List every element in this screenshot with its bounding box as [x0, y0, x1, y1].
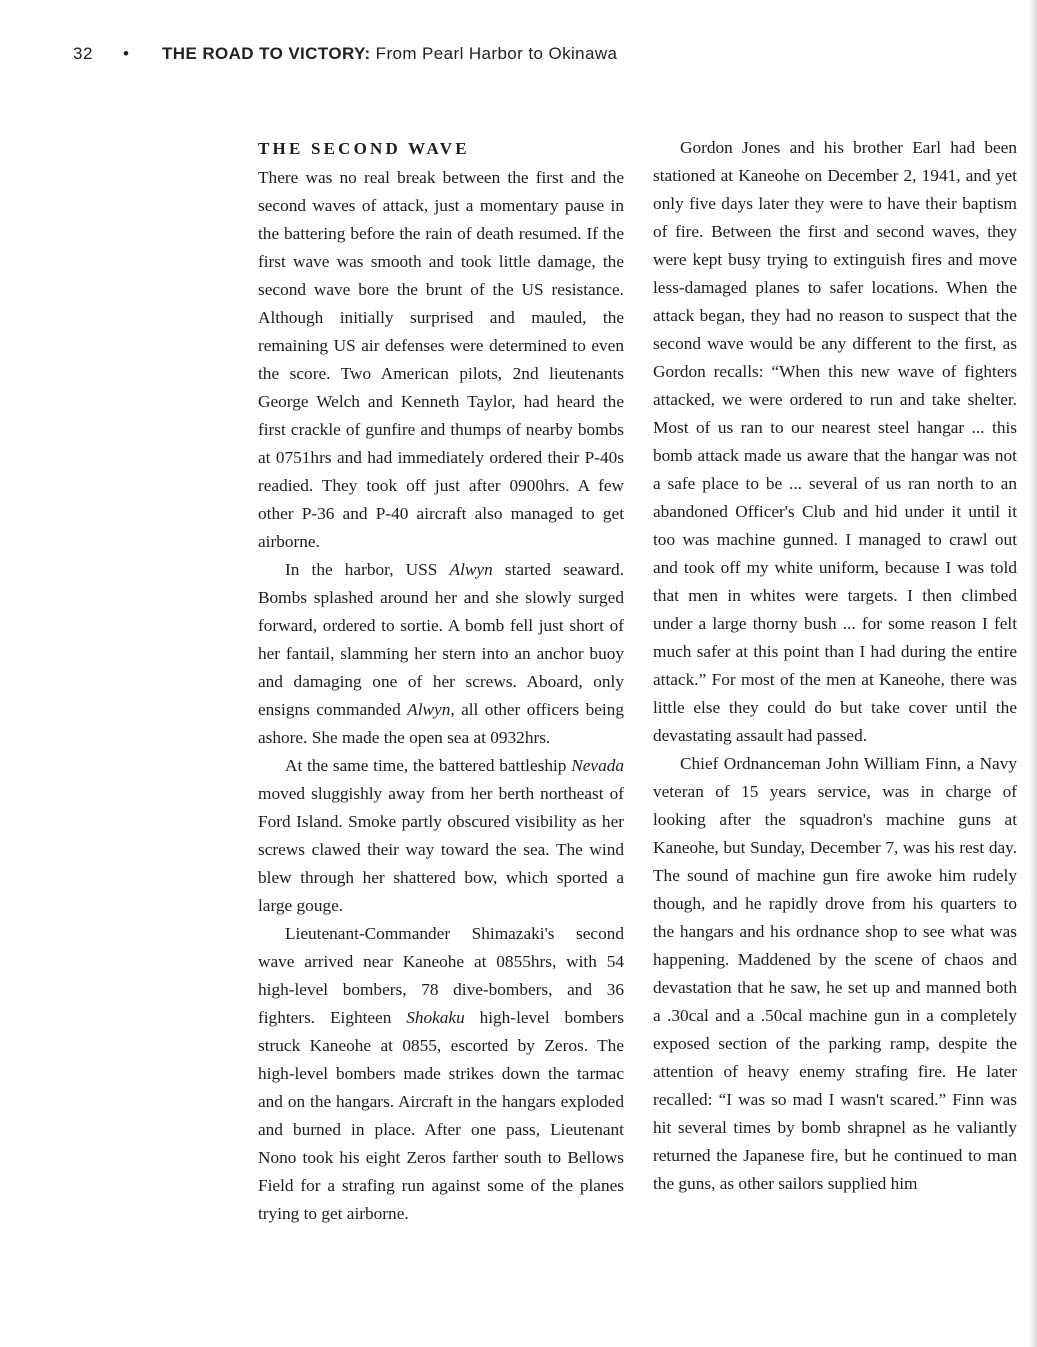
header-bullet: •	[123, 44, 129, 63]
running-head	[162, 44, 617, 64]
ship-name: Alwyn	[407, 700, 451, 719]
right-column	[653, 134, 1017, 1198]
text-run: In the harbor, USS	[285, 560, 450, 579]
paragraph: Gordon Jones and his brother Earl had been stationed at Kaneohe on December 2, 1941, and yet only five days later they were to have their baptism of fire. Between the first and second waves, they were kept busy trying to extinguish fires and move less-damaged planes to safer locations. When the attack began, they had no reason to suspect that the second wave would be any different to the first, as Gordon recalls: “When this new wave of fighters attacked, we were ordered to run and take shelter. Most of us ran to our nearest steel hangar ... this bomb attack made us aware that the hangar was not a safe place to be ... several of us ran north to an abandoned Officer's Club and hid under it until it too was machine gunned. I managed to crawl out and took off my white uniform, because I was told that men in whites were targets. I then climbed under a large thorny bush ... for some reason I felt much safer at this point than I had during the entire attack.” For most of the men at Kaneohe, there was little else they could do but take cover until the devastating assault had passed.	[653, 138, 1017, 745]
section-heading: THE SECOND WAVE	[258, 139, 470, 158]
text-run: Lieutenant-Commander Shimazaki's second wave arrived near Kaneohe at 0855hrs, with 54 high-level bombers, 78 dive-bombers, and 36 fighters. Eighteen	[258, 924, 624, 1027]
book-title: THE ROAD TO VICTORY:	[162, 44, 371, 63]
text-run: started seaward. Bombs splashed around her and she slowly surged forward, ordered to sortie. A bomb fell just short of her fantail, slamming her stern into an anchor buoy and damaging one of her screws. Aboard, only ensigns commanded	[258, 560, 624, 719]
text-run: high-level bombers struck Kaneohe at 0855, escorted by Zeros. The high-level bombers made strikes down the tarmac and on the hangars. Aircraft in the hangars exploded and burned in place. After one pass, Lieutenant Nono took his eight Zeros farther south to Bellows Field for a strafing run against some of the planes trying to get airborne.	[258, 1008, 624, 1223]
ship-name: Alwyn	[449, 560, 493, 579]
paragraph	[258, 752, 624, 920]
page-number: 32	[73, 44, 93, 63]
book-subtitle: From Pearl Harbor to Okinawa	[370, 44, 618, 63]
paragraph: There was no real break between the first and the second waves of attack, just a momentary pause in the battering before the rain of death resumed. If the first wave was smooth and took little damage, the second wave bore the brunt of the US resistance. Although initially surprised and mauled, the remaining US air defenses were determined to even the score. Two American pilots, 2nd lieutenants George Welch and Kenneth Taylor, had heard the first crackle of gunfire and thumps of nearby bombs at 0751hrs and had immediately ordered their P-40s readied. They took off just after 0900hrs. A few other P-36 and P-40 aircraft also managed to get airborne.	[258, 168, 624, 551]
page-edge-shadow	[1029, 0, 1037, 1347]
paragraph: Chief Ordnanceman John William Finn, a Navy veteran of 15 years service, was in charge of looking after the squadron's machine guns at Kaneohe, but Sunday, December 7, was his rest day. The sound of machine gun fire awoke him rudely though, and he rapidly drove from his quarters to the hangars and his ordnance shop to see what was happening. Maddened by the scene of chaos and devastation that he saw, he set up and manned both a .30cal and a .50cal machine gun in a completely exposed section of the parking ramp, despite the attention of heavy enemy strafing fire. He later recalled: “I was so mad I wasn't scared.” Finn was hit several times by bomb shrapnel as he valiantly returned the Japanese fire, but he continued to man the guns, as other sailors supplied him	[653, 754, 1017, 1193]
text-run: moved sluggishly away from her berth northeast of Ford Island. Smoke partly obscured visibility as her screws clawed their way toward the sea. The wind blew through her shattered bow, which sported a large gouge.	[258, 784, 624, 915]
left-column	[258, 136, 624, 1228]
paragraph	[258, 920, 624, 1228]
paragraph	[258, 556, 624, 752]
ship-name: Shokaku	[406, 1008, 465, 1027]
text-run: At the same time, the battered battleship	[285, 756, 572, 775]
ship-name: Nevada	[571, 756, 624, 775]
text-run: , all other officers being ashore. She made the open sea at 0932hrs.	[258, 700, 624, 747]
